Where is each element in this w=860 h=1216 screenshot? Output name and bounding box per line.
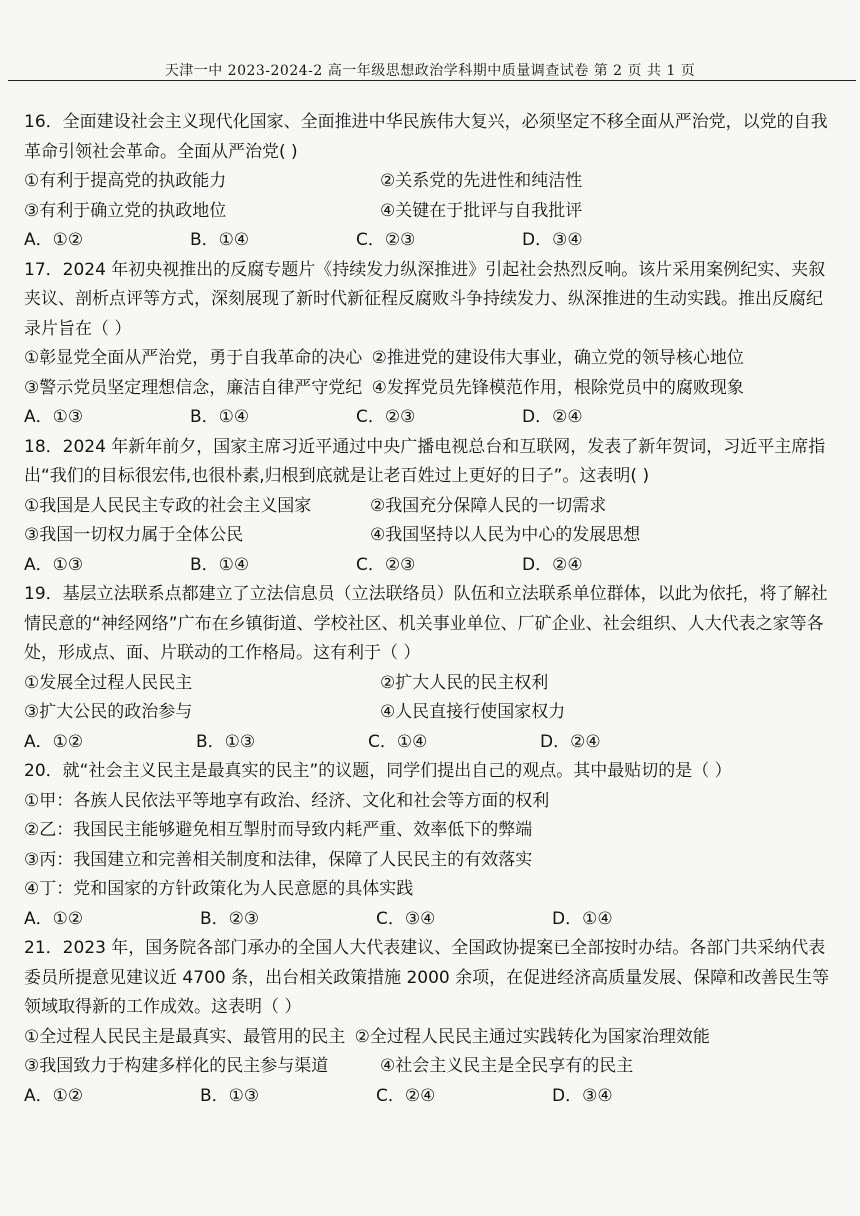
question-stem: 21．2023 年，国务院各部门承办的全国人大代表建议、全国政协提案已全部按时办结。各部门共采纳代表委员所提意见建议近 4700 条，出台相关政策措施 2000 余项，在促进经济高质量发展、保障和改善民生等领域取得新的工作成效。这表明（ ） [24,938,830,1017]
choice-c[interactable]: C．②③ [356,407,416,427]
choice-b[interactable]: B．①④ [190,230,250,250]
statement-options [24,492,836,551]
question-list [24,108,836,1111]
choice-a[interactable]: A．①② [24,731,84,752]
statement-options [24,167,836,226]
choice-a[interactable]: A．①② [24,908,84,929]
statement-option-pair [24,344,836,374]
choice-b[interactable]: B．①④ [190,407,250,427]
choice-d[interactable]: D．③④ [552,1085,613,1106]
choice-b[interactable]: B．①③ [200,1085,260,1106]
choice-b[interactable]: B．①④ [190,554,250,575]
question-19 [24,580,836,757]
statement-option: ④社会主义民主是全民享有的民主 [380,1056,634,1076]
statement-option: ②乙：我国民主能够避免相互掣肘而导致内耗严重、效率低下的弊端 [24,820,533,840]
statement-option: ②全过程人民民主通过实践转化为国家治理效能 [354,1026,710,1047]
question-18 [24,433,836,581]
question-stem: 19．基层立法联系点都建立了立法信息员（立法联络员）队伍和立法联系单位群体，以此为依托，将了解社情民意的“神经网络”广布在乡镇街道、学校社区、机关事业单位、厂矿企业、社会组织、人大代表之家等各处，形成点、面、片联动的工作格局。这有利于（ ） [24,584,828,663]
statement-option: ④发挥党员先锋模范作用，根除党员中的腐败现象 [371,377,744,398]
answer-choices [24,905,836,935]
statement-option: ①发展全过程人民民主 [24,672,193,693]
choice-d[interactable]: D．③④ [522,230,583,250]
statement-option: ④我国坚持以人民为中心的发展思想 [370,525,641,545]
question-stem: 18．2024 年新年前夕，国家主席习近平通过中央广播电视总台和互联网，发表了新年贺词，习近平主席指出“我们的目标很宏伟,也很朴素,归根到底就是让老百姓过上更好的日子”。这表明( ) [24,436,826,486]
statement-option: ③我国一切权力属于全体公民 [24,525,244,545]
statement-option: ②关系党的先进性和纯洁性 [380,171,583,191]
statement-option: ③扩大公民的政治参与 [24,702,193,722]
choice-c[interactable]: C．①④ [368,731,428,752]
question-16 [24,108,836,256]
choice-a[interactable]: A．①② [24,1085,84,1106]
statement-option: ③我国致力于构建多样化的民主参与渠道 [24,1056,329,1076]
page-header: 天津一中 2023-2024-2 高一年级思想政治学科期中质量调查试卷 第 2 页 共 1 页 [164,63,696,79]
choice-d[interactable]: D．②④ [522,554,583,575]
choice-c[interactable]: C．②④ [376,1085,436,1106]
choice-a[interactable]: A．①③ [24,554,84,575]
statement-option: ②推进党的建设伟大事业，确立党的领导核心地位 [371,348,744,368]
choice-d[interactable]: D．①④ [552,908,613,929]
statement-option: ①甲：各族人民依法平等地享有政治、经济、文化和社会等方面的权利 [24,790,550,811]
choice-c[interactable]: C．②③ [356,554,416,575]
statement-options [24,669,836,728]
question-stem: 16．全面建设社会主义现代化国家、全面推进中华民族伟大复兴，必须坚定不移全面从严治党，以党的自我革命引领社会革命。全面从严治党( ) [24,112,828,162]
statement-option: ③丙：我国建立和完善相关制度和法律，保障了人民民主的有效落实 [24,849,533,870]
header-divider [8,80,856,81]
statement-option: ②我国充分保障人民的一切需求 [370,495,607,516]
question-20 [24,757,836,934]
answer-choices [24,403,836,433]
statement-option-pair [24,374,836,404]
statement-option: ③有利于确立党的执政地位 [24,200,227,221]
answer-choices [24,551,836,581]
choice-b[interactable]: B．②③ [200,908,260,929]
statement-options [24,1052,836,1082]
statement-option: ④丁：党和国家的方针政策化为人民意愿的具体实践 [24,879,414,899]
statement-option: ④人民直接行使国家权力 [380,702,566,722]
choice-a[interactable]: A．①③ [24,407,84,427]
choice-d[interactable]: D．②④ [522,407,583,427]
statement-option: ③警示党员坚定理想信念，廉洁自律严守党纪 [24,377,363,398]
question-17 [24,256,836,433]
answer-choices [24,226,836,256]
choice-b[interactable]: B．①③ [196,731,256,752]
question-21 [24,934,836,1111]
statement-option: ④关键在于批评与自我批评 [380,200,583,221]
choice-a[interactable]: A．①② [24,230,84,250]
choice-d[interactable]: D．②④ [540,731,601,752]
statement-option: ①彰显党全面从严治党，勇于自我革命的决心 [24,348,363,368]
statement-option: ②扩大人民的民主权利 [380,672,549,693]
statement-option: ①全过程人民民主是最真实、最管用的民主 [24,1026,346,1047]
answer-choices [24,728,836,758]
choice-c[interactable]: C．②③ [356,230,416,250]
question-stem: 20．就“社会主义民主是最真实的民主”的议题，同学们提出自己的观点。其中最贴切的是（ ） [24,761,732,781]
statement-option: ①有利于提高党的执政能力 [24,171,227,191]
choice-c[interactable]: C．③④ [376,908,436,929]
question-stem: 17．2024 年初央视推出的反腐专题片《持续发力纵深推进》引起社会热烈反响。该片采用案例纪实、夹叙夹议、剖析点评等方式，深刻展现了新时代新征程反腐败斗争持续发力、纵深推进的生动实践。推出反腐纪录片旨在（ ） [24,259,826,339]
statement-option-pair [24,1023,836,1053]
answer-choices [24,1082,836,1112]
statement-option: ①我国是人民民主专政的社会主义国家 [24,495,312,516]
